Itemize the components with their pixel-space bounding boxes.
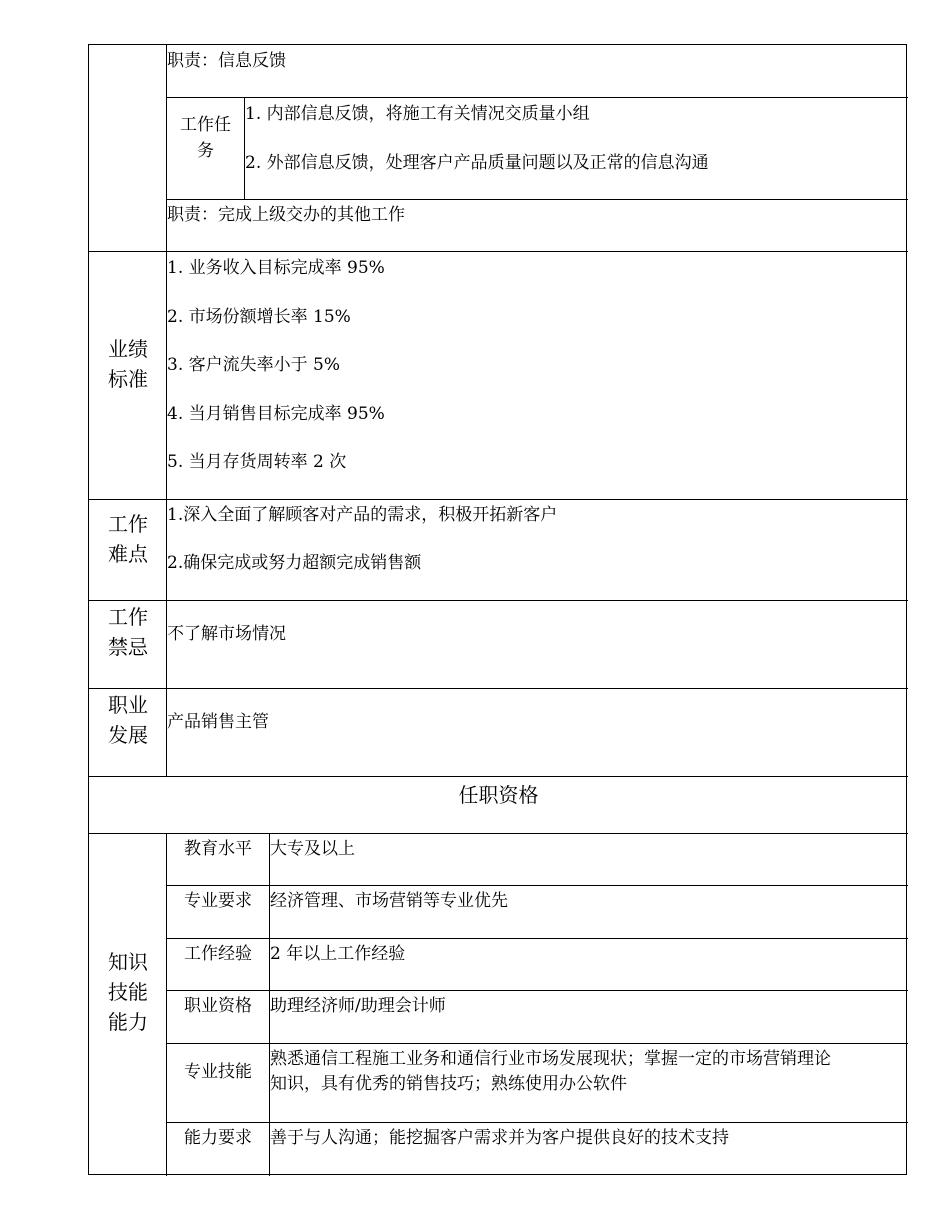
qualifications-title: 任职资格 bbox=[458, 783, 539, 807]
qualification-row-divider bbox=[167, 885, 908, 886]
qualifications-label bbox=[89, 947, 167, 1037]
difficulty-item: 1.深入全面了解顾客对产品的需求，积极开拓新客户 bbox=[167, 505, 558, 525]
qualification-value: 大专及以上 bbox=[270, 839, 355, 859]
task-label bbox=[167, 112, 244, 164]
performance-item: 3. 客户流失率小于 5% bbox=[167, 355, 340, 375]
section-divider-taboos bbox=[89, 600, 908, 601]
difficulties-label-line2: 难点 bbox=[108, 542, 148, 566]
qualification-label: 工作经验 bbox=[184, 944, 252, 964]
qualification-label: 专业技能 bbox=[184, 1062, 252, 1082]
qualification-value: 2 年以上工作经验 bbox=[270, 944, 406, 964]
difficulty-item: 2.确保完成或努力超额完成销售额 bbox=[167, 553, 422, 573]
difficulties-label-line1: 工作 bbox=[108, 512, 148, 536]
qualifications-label-line2: 技能 bbox=[108, 980, 148, 1004]
qualification-value-line1: 熟悉通信工程施工业务和通信行业市场发展现状；掌握一定的市场营销理论 bbox=[270, 1049, 831, 1069]
section-divider-career bbox=[89, 688, 908, 689]
taboos-label bbox=[89, 602, 167, 662]
section-divider-difficulties bbox=[89, 499, 908, 500]
qualification-row-divider bbox=[167, 990, 908, 991]
qualification-row-divider bbox=[167, 938, 908, 939]
qualification-label: 教育水平 bbox=[184, 839, 252, 859]
taboos-label-line1: 工作 bbox=[108, 605, 148, 629]
performance-item: 2. 市场份额增长率 15% bbox=[167, 307, 351, 327]
performance-item: 5. 当月存货周转率 2 次 bbox=[167, 452, 347, 472]
section-divider-performance bbox=[89, 251, 908, 252]
duty-row-divider-1 bbox=[167, 97, 908, 98]
task-item: 1. 内部信息反馈，将施工有关情况交质量小组 bbox=[245, 104, 590, 124]
qualification-label: 职业资格 bbox=[184, 996, 252, 1016]
duty-row-divider-2 bbox=[167, 199, 908, 200]
career-text: 产品销售主管 bbox=[167, 712, 269, 732]
qualification-value: 助理经济师/助理会计师 bbox=[270, 996, 446, 1016]
career-label-line2: 发展 bbox=[108, 723, 148, 747]
section-divider-qualifications bbox=[89, 833, 908, 834]
qualifications-label-line3: 能力 bbox=[108, 1010, 148, 1034]
career-label-line1: 职业 bbox=[108, 693, 148, 717]
taboos-label-line2: 禁忌 bbox=[108, 635, 148, 659]
duty-other-text: 职责：完成上级交办的其他工作 bbox=[167, 205, 405, 225]
performance-label bbox=[89, 334, 167, 394]
performance-item: 1. 业务收入目标完成率 95% bbox=[167, 258, 385, 278]
taboos-text: 不了解市场情况 bbox=[167, 624, 286, 644]
qualification-value: 经济管理、市场营销等专业优先 bbox=[270, 891, 508, 911]
section-divider-qualifications-title bbox=[89, 776, 908, 777]
qualification-label: 专业要求 bbox=[184, 891, 252, 911]
performance-label-line2: 标准 bbox=[108, 367, 148, 391]
task-label-line2: 务 bbox=[197, 141, 214, 161]
qualification-row-divider bbox=[167, 1043, 908, 1044]
duty-info-text: 职责：信息反馈 bbox=[167, 51, 286, 71]
job-description-table bbox=[88, 44, 907, 1175]
qualification-label: 能力要求 bbox=[184, 1128, 252, 1148]
performance-item: 4. 当月销售目标完成率 95% bbox=[167, 404, 385, 424]
qualifications-label-line1: 知识 bbox=[108, 950, 148, 974]
performance-label-line1: 业绩 bbox=[108, 337, 148, 361]
qualification-value: 善于与人沟通；能挖掘客户需求并为客户提供良好的技术支持 bbox=[270, 1128, 729, 1148]
qualification-value-line2: 知识，具有优秀的销售技巧；熟练使用办公软件 bbox=[270, 1074, 627, 1094]
task-label-line1: 工作任 bbox=[180, 115, 231, 135]
difficulties-label bbox=[89, 509, 167, 569]
qualification-row-divider bbox=[167, 1122, 908, 1123]
career-label bbox=[89, 690, 167, 750]
task-item: 2. 外部信息反馈，处理客户产品质量问题以及正常的信息沟通 bbox=[245, 153, 709, 173]
